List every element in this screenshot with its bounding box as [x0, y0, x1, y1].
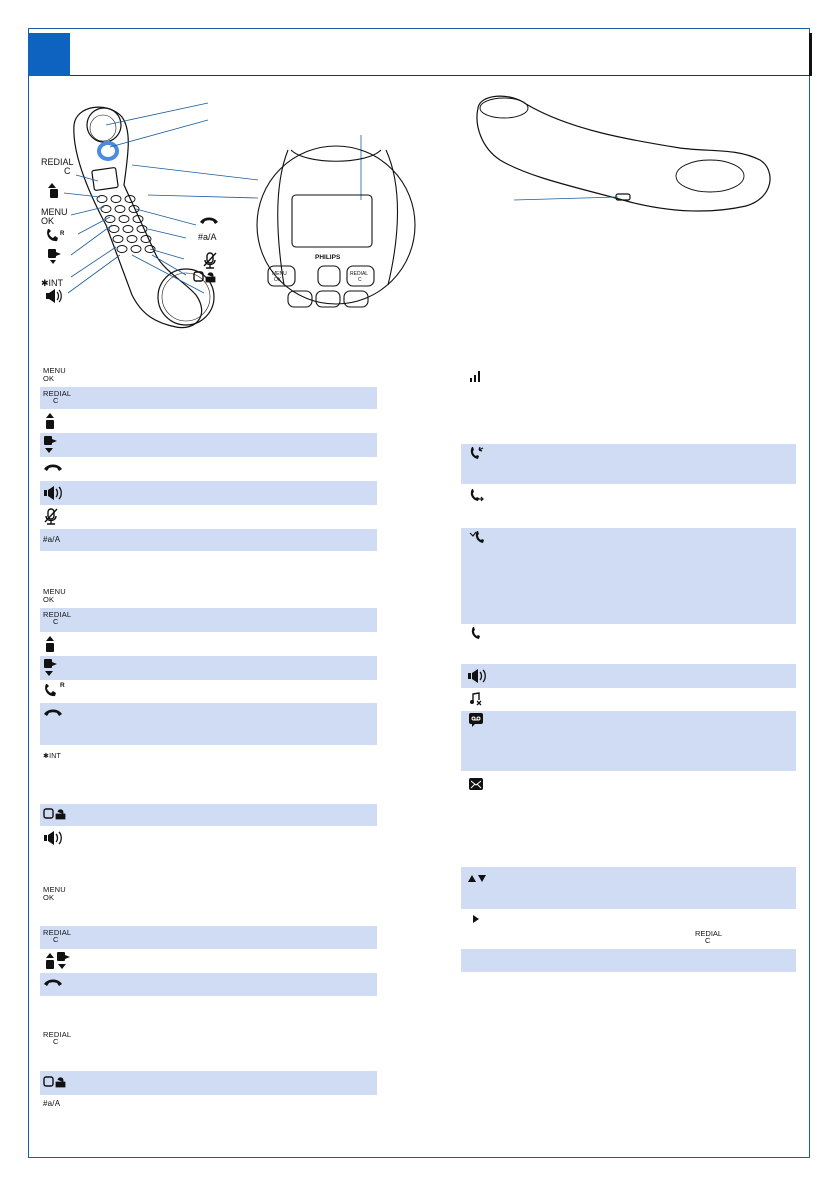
key-row: [40, 703, 377, 745]
icon-row: [461, 949, 796, 972]
key-row: [40, 926, 377, 949]
key-row: [40, 1025, 377, 1071]
call-icon: [469, 626, 483, 642]
redial-c-inline: REDIAL C: [695, 929, 723, 945]
key-row: [40, 505, 377, 529]
ringer-off-icon: [469, 692, 483, 706]
phonebook-icon: [48, 183, 58, 198]
key-row: [40, 1071, 377, 1095]
call-log-down-icon: [43, 435, 59, 455]
up-down-arrows-icon: [467, 873, 487, 883]
phonebook-up-icon: [43, 411, 57, 431]
talk-icon: [43, 682, 59, 700]
keypad-lock-icon: [43, 808, 67, 822]
icon-row: [461, 909, 796, 949]
call-log-down-icon: [56, 951, 72, 971]
right-arrow-icon: [471, 914, 481, 924]
signal-icon: [469, 369, 483, 383]
voicemail-icon: [469, 713, 483, 727]
int-label: ✱INT: [41, 278, 64, 288]
handset-illustration: [36, 95, 416, 335]
key-row: [40, 804, 377, 826]
key-row: [40, 632, 377, 656]
key-row: [40, 973, 377, 996]
zoom-menu-label: MENU: [272, 271, 287, 277]
icon-row: [461, 771, 796, 867]
talk-key-icon: [47, 229, 58, 241]
icon-row: [461, 664, 796, 688]
icon-row: [461, 624, 796, 664]
speaker-icon: [43, 830, 67, 846]
chapter-marker: [28, 33, 70, 76]
call-log-down-icon: [43, 658, 59, 678]
key-row: [40, 880, 377, 926]
call-log-icon: [48, 249, 61, 264]
key-row: [40, 457, 377, 481]
icon-row: [461, 528, 796, 624]
redial-c-key: REDIAL C: [43, 389, 72, 405]
key-row: [40, 387, 377, 409]
end-call-icon: [43, 462, 63, 476]
key-row: [40, 433, 377, 457]
keypad-lock-icon: [43, 1076, 67, 1090]
end-call-icon: [43, 977, 63, 991]
end-call-icon: [43, 707, 63, 721]
mute-icon: [43, 507, 59, 527]
header-end-bar: [809, 33, 812, 76]
key-row: [40, 826, 377, 870]
key-row: [40, 585, 377, 608]
zoom-ok-label: OK: [274, 277, 282, 283]
menu-ok-key: MENU OK: [43, 366, 66, 383]
header-rule: [70, 75, 812, 76]
outgoing-call-icon: [469, 488, 485, 504]
hash-key: #a/A: [43, 535, 61, 544]
speaker-icon: [467, 668, 487, 684]
int-key: ✱INT: [43, 753, 61, 760]
key-row: [40, 608, 377, 632]
phonebook-up-icon: [43, 634, 57, 654]
icon-row: [461, 363, 796, 407]
redial-c-key: REDIAL C: [43, 610, 72, 626]
phonebook-up-icon: [43, 951, 57, 971]
zoom-brand: PHILIPS: [315, 254, 341, 261]
lock-key-icon: [194, 272, 215, 282]
message-icon: [469, 777, 483, 791]
icon-row: [461, 711, 796, 771]
menu-label: MENU: [41, 207, 68, 217]
base-station-illustration: [470, 90, 780, 220]
key-row: [40, 680, 377, 703]
zoom-redial-label: REDIAL: [350, 271, 369, 277]
speaker-icon: [43, 485, 67, 501]
menu-ok-key: MENU OK: [43, 885, 66, 902]
hash-label: #a/A: [198, 232, 217, 242]
icon-row: [461, 867, 796, 909]
speaker-key-icon: [46, 289, 61, 303]
menu-ok-label: OK: [41, 216, 55, 226]
key-row: [40, 529, 377, 551]
missed-call-icon: [469, 530, 487, 546]
redial-c-label: C: [64, 166, 71, 176]
zoom-c-label: C: [358, 277, 362, 283]
key-row: [40, 1095, 377, 1117]
r-label: R: [60, 231, 65, 237]
key-row: [40, 481, 377, 505]
redial-c-key: REDIAL C: [43, 1030, 72, 1046]
incoming-call-icon: [469, 446, 485, 462]
icon-row: [461, 688, 796, 711]
redial-c-key: REDIAL C: [43, 928, 72, 944]
icon-row: [461, 484, 796, 528]
mute-key-icon: [204, 253, 216, 268]
key-row: [40, 364, 377, 387]
key-row: [40, 949, 377, 973]
hash-key: #a/A: [43, 1099, 61, 1108]
end-call-key-icon: [200, 218, 218, 225]
key-row: [40, 745, 377, 804]
key-row: [40, 409, 377, 433]
r-key: R: [60, 682, 65, 689]
key-row: [40, 656, 377, 680]
menu-ok-key: MENU OK: [43, 587, 66, 604]
redial-label: REDIAL: [41, 157, 74, 167]
icon-row: [461, 444, 796, 484]
